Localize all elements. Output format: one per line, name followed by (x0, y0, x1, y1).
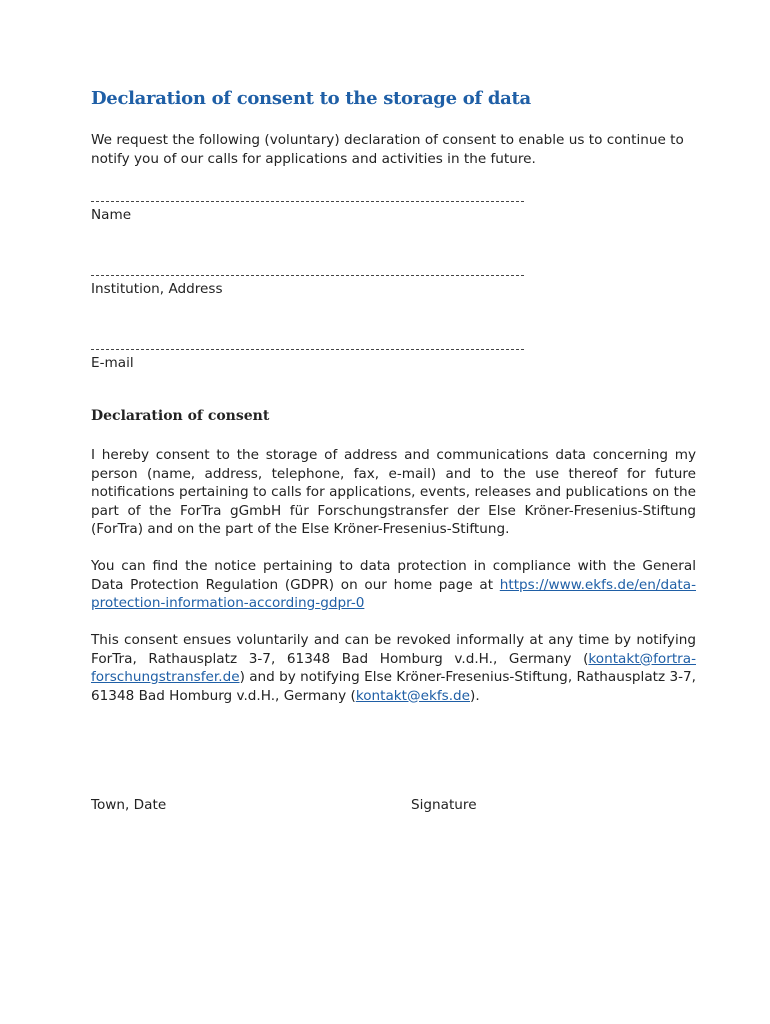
consent-paragraph-storage: I hereby consent to the storage of address and communications data concerning my person (name, address, telephone, fax, e-mail) and to the use thereof for future notifications pertaining to calls for applications, events, releases and publications on the part of the ForTra gGmbH für Forschungstransfer der Else Kröner-Fresenius-Stiftung (ForTra) and on the part of the Else Kröner-Fresenius-Stiftung. (91, 447, 696, 537)
gdpr-link[interactable]: https://www.ekfs.de/en/data-protection-information-according-gdpr-0 (91, 576, 696, 611)
institution-address-label: Institution, Address (91, 281, 223, 297)
email-line[interactable] (91, 349, 524, 350)
consent-paragraph-gdpr (91, 557, 696, 613)
fortra-email-link[interactable]: kontakt@fortra-forschungstransfer.de (91, 650, 696, 685)
town-date-label: Town, Date (91, 797, 167, 813)
intro-paragraph: We request the following (voluntary) declaration of consent to enable us to continue to notify you of our calls for applications and activities in the future. (91, 132, 684, 167)
consent-paragraph-revocation (91, 631, 696, 705)
revocation-text-3: ). (470, 687, 480, 704)
email-label: E-mail (91, 355, 134, 371)
signature-label: Signature (411, 797, 477, 813)
page-title: Declaration of consent to the storage of data (91, 88, 531, 109)
institution-address-line[interactable] (91, 275, 524, 276)
consent-heading: Declaration of consent (91, 408, 270, 424)
revocation-text-2: ) and by notifying Else Kröner-Fresenius-Stiftung, Rathausplatz 3-7, 61348 Bad Homburg v.d.H., Germany ( (91, 669, 696, 704)
name-label: Name (91, 207, 132, 223)
gdpr-notice-text: You can find the notice pertaining to data protection in compliance with the General Data Protection Regulation (GDPR) on our home page at (91, 558, 696, 593)
revocation-text-1: This consent ensues voluntarily and can be revoked informally at any time by notifying ForTra, Rathausplatz 3-7, 61348 Bad Homburg v.d.H., Germany ( (91, 632, 696, 667)
name-line[interactable] (91, 201, 524, 202)
ekfs-email-link[interactable]: kontakt@ekfs.de (355, 687, 471, 704)
